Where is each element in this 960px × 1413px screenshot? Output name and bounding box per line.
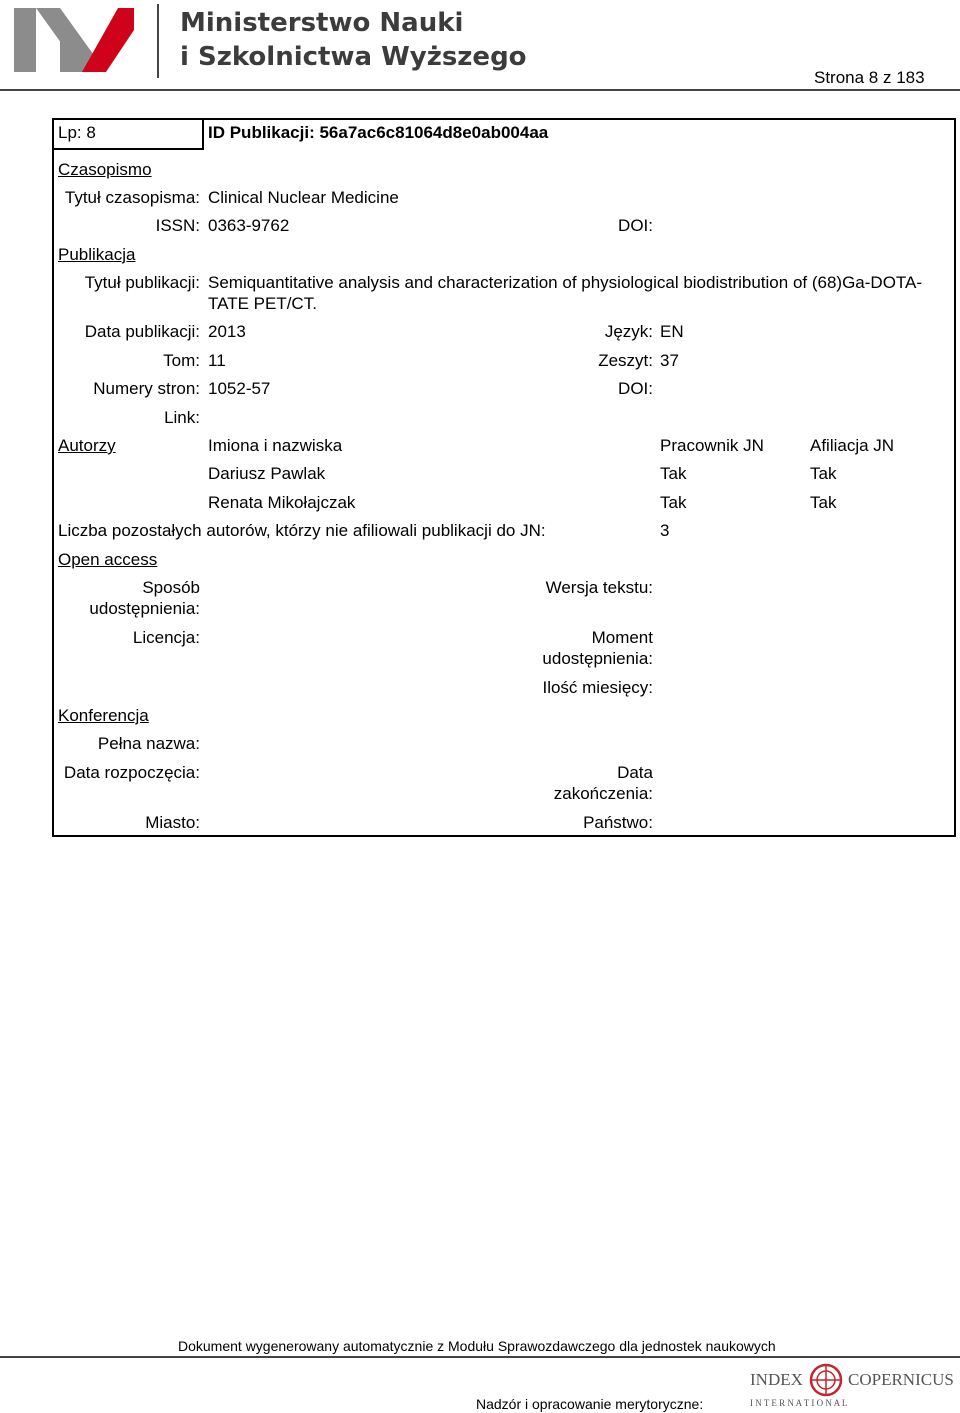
authors-col-name: Imiona i nazwiska [208, 436, 343, 455]
lp-label: Lp: 8 [58, 123, 96, 142]
page-number: Strona 8 z 183 [814, 68, 925, 87]
footer-supervision-label: Nadzór i opracowanie merytoryczne: [476, 1396, 704, 1412]
conference-end-label-line1: Data [617, 763, 653, 782]
publication-date-value: 2013 [208, 322, 246, 341]
sharing-moment-label-line1: Moment [591, 628, 653, 647]
link-label: Link: [164, 408, 200, 427]
ministry-name-line1: Ministerstwo Nauki [180, 8, 464, 38]
volume-value: 11 [208, 351, 226, 370]
publication-id: ID Publikacji: 56a7ac6c81064d8e0ab004aa [208, 123, 549, 142]
section-konferencja: Konferencja [58, 706, 149, 725]
globe-icon [808, 1362, 844, 1398]
issue-label: Zeszyt: [598, 351, 653, 370]
language-value: EN [660, 322, 684, 341]
journal-title-label: Tytuł czasopisma: [64, 188, 200, 207]
conference-start-label: Data rozpoczęcia: [63, 763, 200, 782]
conference-country-label: Państwo: [583, 813, 653, 832]
author-affiliation: Tak [810, 493, 837, 512]
section-czasopismo: Czasopismo [58, 160, 152, 179]
sharing-method-label-line1: Sposób [142, 578, 200, 597]
sharing-method-label-line2: udostępnienia: [89, 599, 200, 618]
journal-doi-label: DOI: [618, 216, 653, 235]
issue-value: 37 [660, 351, 679, 370]
conference-city-label: Miasto: [145, 813, 200, 832]
logo-word-international: I N T E R N A T I O N A L [750, 1398, 848, 1408]
other-authors-value: 3 [660, 521, 670, 540]
footer-divider [0, 1356, 960, 1358]
journal-title-value: Clinical Nuclear Medicine [208, 188, 399, 207]
ministry-logo [14, 8, 134, 72]
months-count-label: Ilość miesięcy: [542, 678, 653, 697]
sharing-moment-label-line2: udostępnienia: [542, 649, 653, 668]
other-authors-label: Liczba pozostałych autorów, którzy nie afiliowali publikacji do JN: [58, 521, 546, 540]
author-affiliation: Tak [810, 464, 837, 483]
publication-date-label: Data publikacji: [84, 322, 200, 341]
text-version-label: Wersja tekstu: [545, 578, 653, 597]
pages-label: Numery stron: [93, 379, 200, 398]
publication-title-label: Tytuł publikacji: [84, 273, 200, 292]
authors-col-affiliation: Afiliacja JN [810, 436, 895, 455]
section-publikacja: Publikacja [58, 245, 136, 264]
author-name: Dariusz Pawlak [208, 464, 326, 483]
publication-title-line2: TATE PET/CT. [208, 294, 317, 313]
license-label: Licencja: [132, 628, 200, 647]
pages-value: 1052-57 [208, 379, 271, 398]
header-separator [157, 4, 159, 78]
logo-word-copernicus: COPERNICUS [848, 1370, 954, 1389]
publication-doi-label: DOI: [618, 379, 653, 398]
index-copernicus-logo [748, 1362, 960, 1412]
author-employee: Tak [660, 464, 687, 483]
logo-word-index: INDEX [750, 1370, 803, 1389]
section-autorzy: Autorzy [58, 436, 116, 455]
header-divider [0, 89, 960, 91]
section-open-access: Open access [58, 550, 158, 569]
ministry-name [180, 6, 527, 74]
footer-generated-note: Dokument wygenerowany automatycznie z Modułu Sprawozdawczego dla jednostek naukowych [178, 1338, 776, 1354]
issn-value: 0363-9762 [208, 216, 290, 235]
author-name: Renata Mikołajczak [208, 493, 356, 512]
authors-col-employee: Pracownik JN [660, 436, 764, 455]
language-label: Język: [604, 322, 653, 341]
conference-end-label-line2: zakończenia: [553, 784, 653, 803]
ministry-name-line2: i Szkolnictwa Wyższego [180, 42, 527, 72]
publication-title-line1: Semiquantitative analysis and characterization of physiological biodistribution of (68)Ga-DOTA- [208, 273, 923, 292]
author-employee: Tak [660, 493, 687, 512]
conference-name-label: Pełna nazwa: [97, 734, 200, 753]
volume-label: Tom: [163, 351, 200, 370]
issn-label: ISSN: [155, 216, 200, 235]
